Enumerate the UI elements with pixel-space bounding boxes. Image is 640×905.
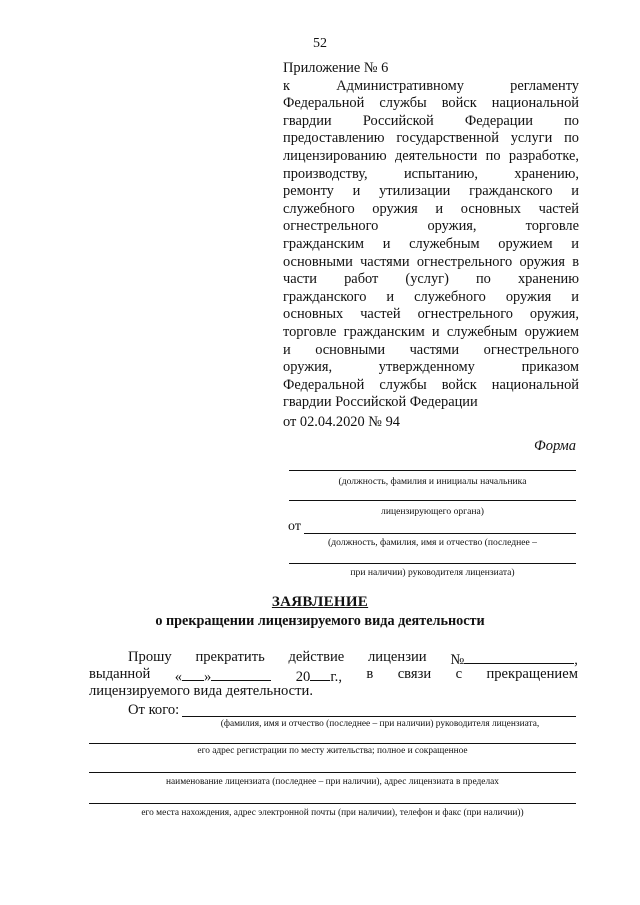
appendix-header [283,60,579,431]
appendix-line: гвардии Российской Федерации по [283,112,579,129]
addressee-line [289,563,576,564]
from-label: от [288,519,301,534]
addressee-caption: (должность, фамилия и инициалы начальника [338,476,527,487]
appendix-line: части работ (услуг) по хранению [283,271,579,288]
document-title: ЗАЯВЛЕНИЕ [271,594,369,610]
body-word: связи [397,666,432,682]
from-whom-caption: (фамилия, имя и отчество (последнее – при наличии) руководителя лицензиата, [220,719,540,729]
addressee-line [289,470,576,471]
body-word: действие [288,649,345,665]
appendix-line: и основными частями огнестрельного [283,341,579,358]
from-whom-line [89,803,576,804]
appendix-line: лицензированию деятельности по разработке, [283,147,579,164]
addressee-line [289,500,576,501]
from-whom-line [89,772,576,773]
from-whom-line [89,743,576,744]
document-subtitle: о прекращении лицензируемого вида деятельности [155,613,485,629]
appendix-line: огнестрельного оружия, торговле [283,218,579,235]
appendix-line: гвардии Российской Федерации [283,394,478,411]
body-word: прекращением [486,666,578,682]
body-word: с [455,666,463,682]
form-label: Форма [534,438,576,454]
appendix-line: предоставлению государственной услуги по [283,130,579,147]
page-number: 52 [313,36,327,51]
body-word: в [366,666,374,682]
appendix-line: Федеральной службы войск национальной [283,95,579,112]
body-word: лицензии [368,649,427,665]
appendix-line: гражданского и служебного оружия и [283,288,579,305]
appendix-line: служебного оружия и основных частей [283,200,579,217]
from-whom-line [182,716,576,717]
appendix-line: гражданским и служебным оружием и [283,235,579,252]
appendix-line: ремонту и утилизации гражданского и [283,183,579,200]
appendix-line: к Административному регламенту [283,77,579,94]
appendix-line: торговле гражданским и служебным оружием [283,323,579,340]
appendix-date: от 02.04.2020 № 94 [283,413,400,430]
addressee-caption: при наличии) руководителя лицензиата) [350,567,515,578]
from-whom-label: От кого: [128,702,180,718]
addressee-caption: (должность, фамилия, имя и отчество (последнее – [328,537,537,548]
from-whom-caption: его адрес регистрации по месту жительства; полное и сокращенное [197,746,468,756]
issue-date-field: « » [175,666,272,686]
license-number-field: № , [450,649,578,669]
from-whom-caption: его места нахождения, адрес электронной почты (при наличии), телефон и факс (при наличии)) [141,808,524,818]
from-whom-caption: наименование лицензиата (последнее – при наличии), адрес лицензиата в пределах [166,777,499,787]
issue-year-field: 20 г., [296,666,342,686]
addressee-line [304,533,576,534]
appendix-line: основными частями огнестрельного оружия в [283,253,579,270]
body-word: Прошу [128,649,172,665]
appendix-line: Приложение № 6 [283,60,389,76]
appendix-line: Федеральной службы войск национальной [283,376,579,393]
appendix-line: производству, испытанию, хранению, [283,165,579,182]
appendix-line: оружия, утвержденному приказом [283,359,579,376]
addressee-caption: лицензирующего органа) [381,506,484,517]
body-word: выданной [89,666,151,682]
appendix-line: основных частей огнестрельного оружия, [283,306,579,323]
body-word: прекратить [195,649,265,665]
body-line: лицензируемого вида деятельности. [89,683,313,699]
